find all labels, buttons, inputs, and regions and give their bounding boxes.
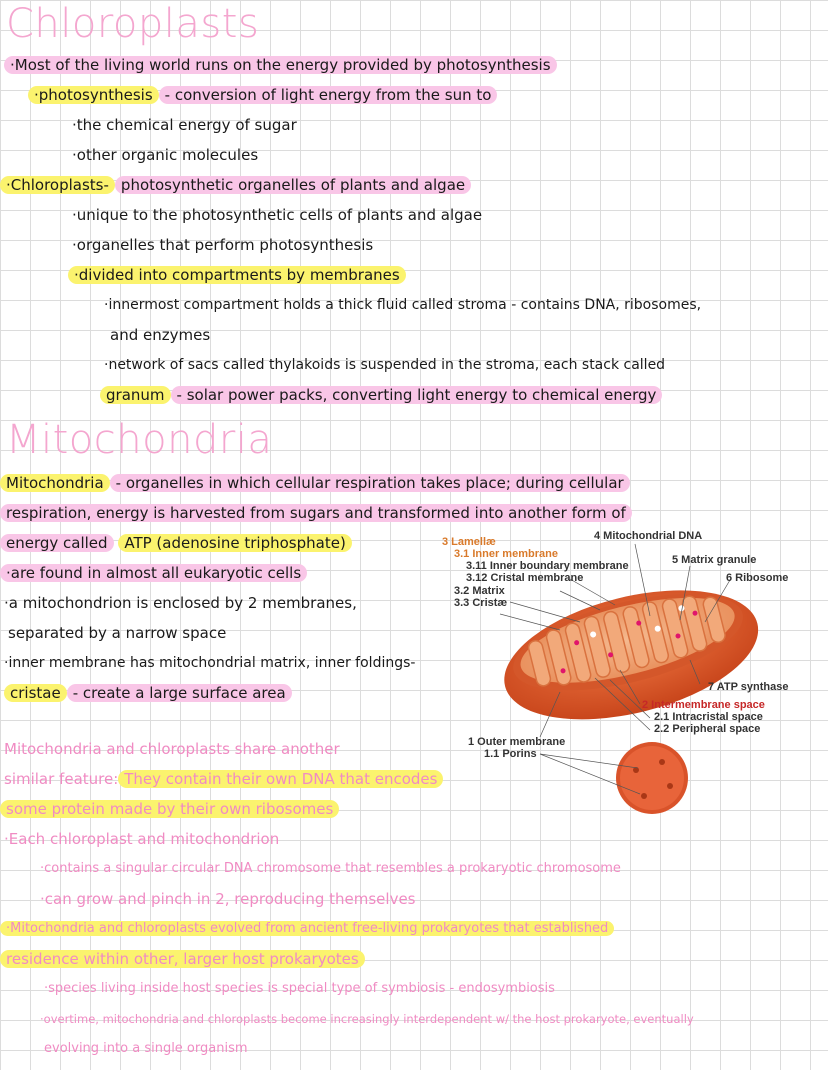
note-line: cristae - create a large surface area xyxy=(4,682,292,704)
label-matrix: 3.2 Matrix xyxy=(454,585,505,597)
note-line: some protein made by their own ribosomes xyxy=(0,798,339,820)
note-line: similar feature: They contain their own DNA that encodes xyxy=(4,768,443,790)
note-line: ·other organic molecules xyxy=(72,146,259,164)
label-intermembrane: 2 Intermembrane space xyxy=(642,699,765,711)
note-line: ·network of sacs called thylakoids is suspended in the stroma, each stack called xyxy=(104,357,666,373)
label-intracristal: 2.1 Intracristal space xyxy=(654,711,763,723)
note-line: ·photosynthesis - conversion of light energy from the sun to xyxy=(28,84,497,106)
note-line: ·species living inside host species is special type of symbiosis - endosymbiosis xyxy=(44,981,555,996)
note-line: ·Most of the living world runs on the energy provided by photosynthesis xyxy=(4,54,557,76)
label-inner-boundary: 3.11 Inner boundary membrane xyxy=(466,560,629,572)
note-line: granum - solar power packs, converting light energy to chemical energy xyxy=(100,384,662,406)
label-outer-membrane: 1 Outer membrane xyxy=(468,736,566,748)
note-line: residence within other, larger host prokaryotes xyxy=(0,948,365,970)
note-line: ·innermost compartment holds a thick fluid called stroma - contains DNA, ribosomes, xyxy=(104,297,702,313)
note-line: ·divided into compartments by membranes xyxy=(68,264,406,286)
note-line: respiration, energy is harvested from sugars and transformed into another form of xyxy=(0,502,632,524)
label-peripheral: 2.2 Peripheral space xyxy=(654,723,761,735)
label-matrix-granule: 5 Matrix granule xyxy=(672,554,757,566)
note-line: ·organelles that perform photosynthesis xyxy=(72,236,374,254)
note-line: Mitochondria and chloroplasts share another xyxy=(4,740,340,758)
label-cristal: 3.12 Cristal membrane xyxy=(466,572,584,584)
label-ribosome: 6 Ribosome xyxy=(726,572,789,584)
note-line: ·Chloroplasts- photosynthetic organelles of plants and algae xyxy=(0,174,471,196)
note-line: ·contains a singular circular DNA chromosome that resembles a prokaryotic chromosome xyxy=(40,861,621,876)
note-line: ·Each chloroplast and mitochondrion xyxy=(4,830,280,848)
label-inner-membrane: 3.1 Inner membrane xyxy=(454,548,558,560)
note-line: ·the chemical energy of sugar xyxy=(72,116,297,134)
note-line: Mitochondria - organelles in which cellular respiration takes place; during cellular xyxy=(0,472,630,494)
note-line: ·overtime, mitochondria and chloroplasts become increasingly interdependent w/ the host prokaryote, eventually xyxy=(40,1012,694,1026)
note-line: separated by a narrow space xyxy=(8,624,227,642)
note-line: energy called ATP (adenosine triphosphate) xyxy=(0,532,352,554)
note-line: ·are found in almost all eukaryotic cells xyxy=(0,562,307,584)
note-line: ·can grow and pinch in 2, reproducing themselves xyxy=(40,890,416,908)
label-lamellae: 3 Lamellæ xyxy=(442,536,496,548)
note-line: and enzymes xyxy=(110,326,211,344)
note-line: evolving into a single organism xyxy=(44,1041,248,1056)
mitochondrion-diagram xyxy=(440,530,828,820)
mitochondria-title: Mitochondria xyxy=(6,417,273,463)
note-line: ·a mitochondrion is enclosed by 2 membranes, xyxy=(4,594,357,612)
note-line: ·Mitochondria and chloroplasts evolved from ancient free-living prokaryotes that established xyxy=(0,918,614,940)
chloroplasts-title: Chloroplasts xyxy=(6,1,260,47)
note-line: ·inner membrane has mitochondrial matrix, inner foldings- xyxy=(4,655,416,671)
note-line: ·unique to the photosynthetic cells of plants and algae xyxy=(72,206,483,224)
label-atp-synthase: 7 ATP synthase xyxy=(708,681,789,693)
label-cristae: 3.3 Cristæ xyxy=(454,597,508,609)
label-mitochondrial-dna: 4 Mitochondrial DNA xyxy=(594,530,703,542)
label-porins: 1.1 Porins xyxy=(484,748,537,760)
